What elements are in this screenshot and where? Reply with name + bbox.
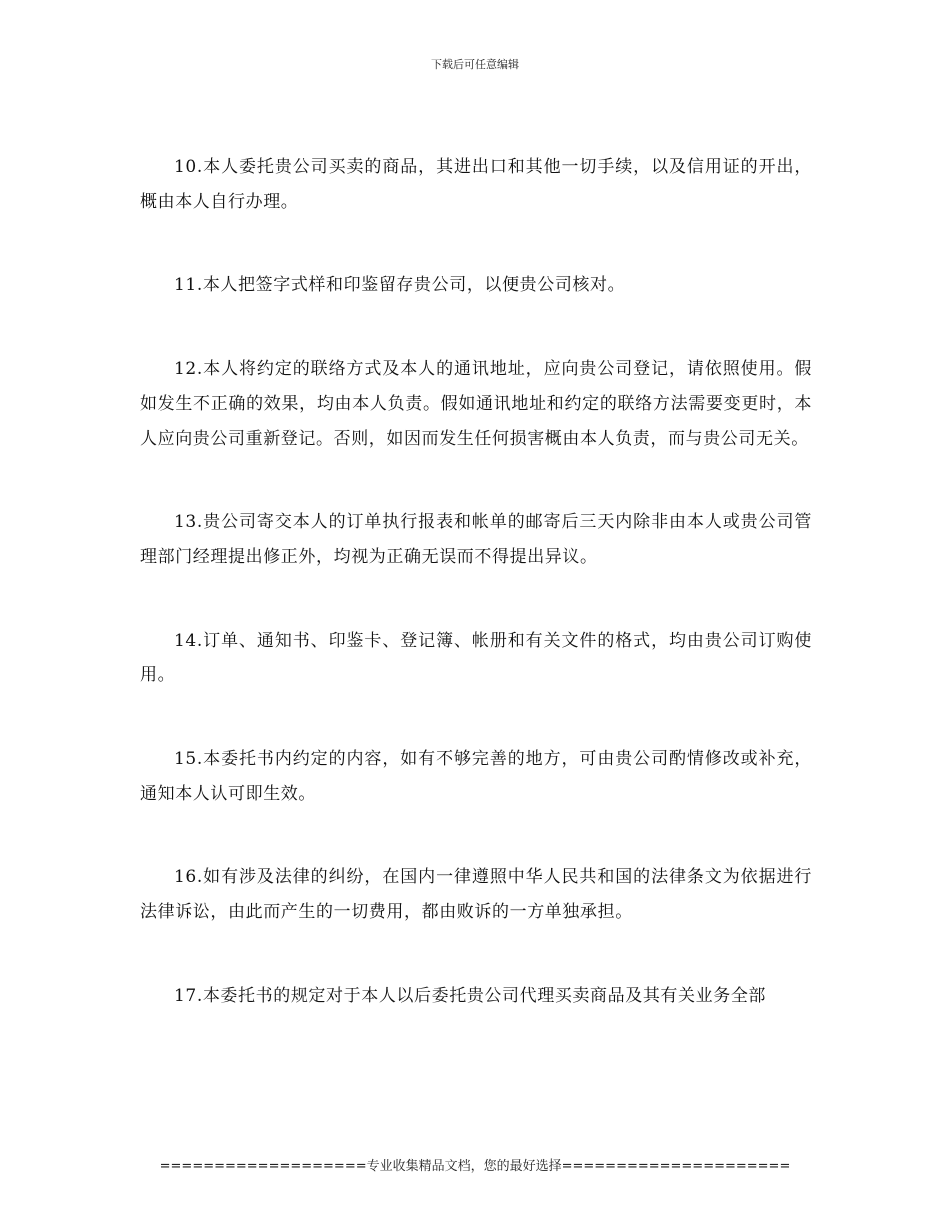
document-body xyxy=(140,150,812,1063)
page-header: 下载后可任意编辑 xyxy=(431,58,519,71)
clause-14: 14.订单、通知书、印鉴卡、登记簿、帐册和有关文件的格式，均由贵公司订购使用。 xyxy=(140,630,812,686)
clause-16: 16.如有涉及法律的纠纷，在国内一律遵照中华人民共和国的法律条文为依据进行法律诉讼，由此而产生的一切费用，都由败诉的一方单独承担。 xyxy=(140,867,812,923)
clause-12: 12.本人将约定的联络方式及本人的通讯地址，应向贵公司登记，请依照使用。假如发生不正确的效果，均由本人负责。假如通讯地址和约定的联络方法需要变更时，本人应向贵公司重新登记。否则，如因而发生任何损害概由本人负责，而与贵公司无关。 xyxy=(140,359,812,449)
clause-17: 17.本委托书的规定对于本人以后委托贵公司代理买卖商品及其有关业务全部 xyxy=(174,985,767,1006)
page-footer: ===================专业收集精品文档，您的最好选择===================== xyxy=(159,1159,791,1174)
clause-11: 11.本人把签字式样和印鉴留存贵公司，以便贵公司核对。 xyxy=(174,275,626,296)
clause-15: 15.本委托书内约定的内容，如有不够完善的地方，可由贵公司酌情修改或补充，通知本人认可即生效。 xyxy=(140,749,812,804)
clause-10: 10.本人委托贵公司买卖的商品，其进出口和其他一切手续，以及信用证的开出，概由本人自行办理。 xyxy=(140,157,812,212)
clause-13: 13.贵公司寄交本人的订单执行报表和帐单的邮寄后三天内除非由本人或贵公司管理部门经理提出修正外，均视为正确无误而不得提出异议。 xyxy=(140,512,812,567)
